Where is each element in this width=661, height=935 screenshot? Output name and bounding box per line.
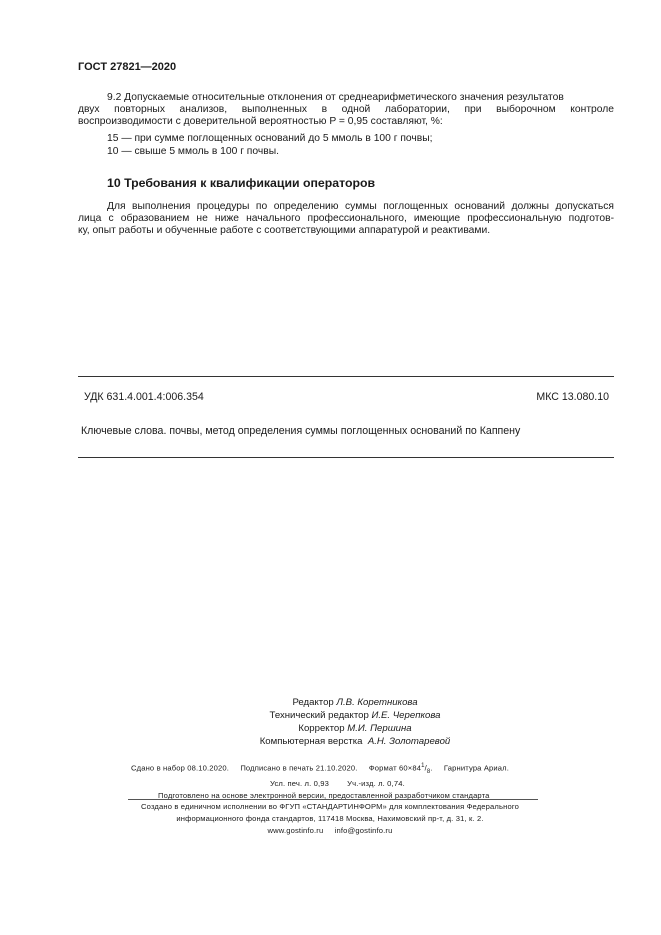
imprint-line: Усл. печ. л. 0,93 Уч.-изд. л. 0,74. — [270, 779, 405, 789]
publisher-block — [90, 801, 570, 837]
layout-line: Компьютерная верстка А.Н. Золотаревой — [259, 736, 451, 747]
udk-code: УДК 631.4.001.4:006.354 — [84, 391, 204, 403]
divider — [128, 799, 538, 800]
editor-line: Редактор Л.В. Коретникова — [292, 697, 418, 708]
publisher-contacts — [90, 825, 570, 837]
website-link[interactable]: www.gostinfo.ru — [267, 826, 324, 835]
para-line: лица с образованием не ниже начального профессионального, имеющие профессиональную подготов- — [78, 213, 614, 225]
para-line: Для выполнения процедуры по определению суммы поглощенных оснований должны допускаться — [107, 201, 614, 212]
para-line: ку, опыт работы и обученные работе с соответствующими аппаратурой и реактивами. — [78, 225, 491, 237]
para-line: двух повторных анализов, выполненных в одной лаборатории, при выборочном контроле — [78, 104, 614, 116]
mks-code: МКС 13.080.10 — [536, 391, 609, 403]
list-item: 15 — при сумме поглощенных оснований до 5 ммоль в 100 г почвы; — [107, 133, 433, 144]
section-10-heading: 10 Требования к квалификации операторов — [107, 176, 376, 190]
para-line: 9.2 Допускаемые относительные отклонения от среднеарифметического значения результатов — [107, 92, 564, 103]
credits-block — [205, 696, 505, 748]
imprint-line: Подготовлено на основе электронной версии, предоставленной разработчиком стандарта — [158, 791, 490, 801]
divider — [78, 457, 614, 458]
publisher-line: информационного фонда стандартов, 117418 Москва, Нахимовский пр-т, д. 31, к. 2. — [176, 814, 484, 823]
tech-editor-line: Технический редактор И.Е. Черепкова — [269, 710, 441, 721]
para-line: воспроизводимости с доверительной вероятностью P = 0,95 составляют, %: — [78, 116, 443, 128]
email-link[interactable]: info@gostinfo.ru — [334, 826, 393, 835]
section-10-paragraph — [78, 201, 614, 238]
keywords: Ключевые слова. почвы, метод определения суммы поглощенных оснований по Каппену — [81, 425, 521, 437]
imprint-block — [131, 760, 509, 802]
imprint-line: Сдано в набор 08.10.2020. Подписано в печать 21.10.2020. Формат $60\times 84^1/_8$. Гарнитура Ариал. — [131, 763, 510, 776]
section-9-2-paragraph — [78, 92, 614, 129]
publisher-line: Создано в единичном исполнении во ФГУП «СТАНДАРТИНФОРМ» для комплектования Федерального — [141, 802, 519, 811]
corrector-line: Корректор М.И. Першина — [298, 723, 412, 734]
divider — [78, 376, 614, 377]
list-item: 10 — свыше 5 ммоль в 100 г почвы. — [107, 146, 279, 157]
document-code: ГОСТ 27821—2020 — [78, 61, 177, 73]
